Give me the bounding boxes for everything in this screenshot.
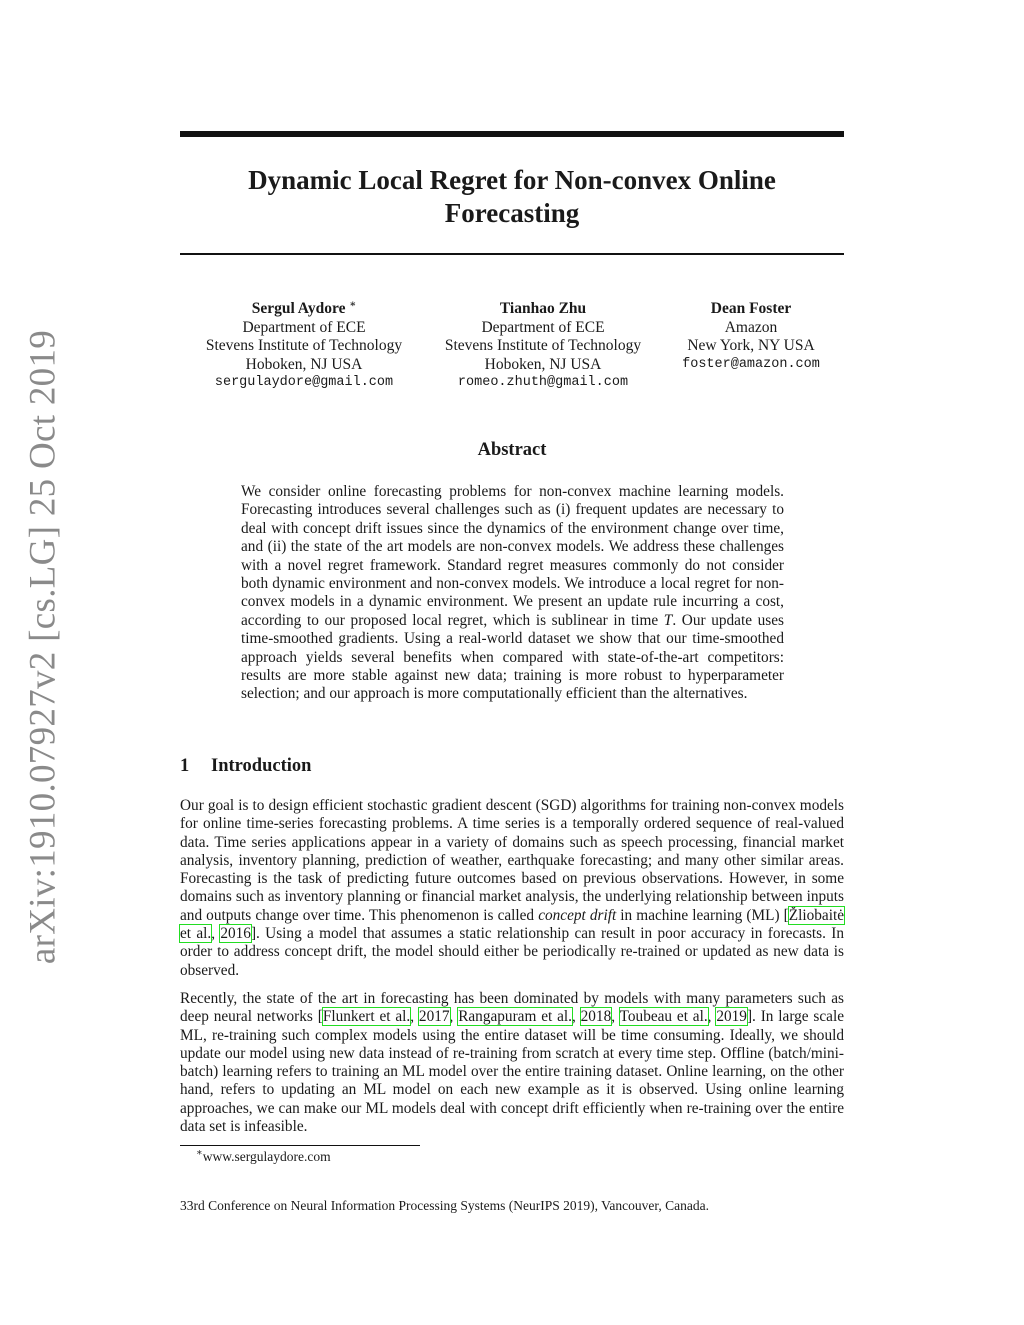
footnote <box>196 1149 331 1165</box>
abstract-heading: Abstract <box>477 440 547 460</box>
paragraph-text: in machine learning (ML) [ <box>616 906 789 924</box>
paragraph-text: ]. Using a model that assumes a static relationship can result in poor accuracy in forecasts. In order to address concept drift, the model should either be periodically re-trained or updated as new data is observed. <box>180 925 844 979</box>
citation-separator: , <box>211 925 221 943</box>
title-bottom-rule <box>180 253 844 255</box>
author-affiliation: Amazon <box>724 318 778 336</box>
author-affiliation: Department of ECE <box>481 318 605 336</box>
citation-separator: , <box>410 1008 419 1026</box>
section-heading <box>180 756 311 777</box>
citation-link[interactable]: Žliobaitė et al. <box>180 906 844 943</box>
paragraph-text: Recently, the state of the art in forecasting has been dominated by models with many parameters such as deep neural networks [ <box>180 990 844 1026</box>
author-block-3 <box>666 300 836 374</box>
section-number: 1 <box>180 756 190 776</box>
abstract-body <box>241 483 784 704</box>
author-institution: Stevens Institute of Technology <box>205 337 403 354</box>
title-line-1: Dynamic Local Regret for Non-convex Online <box>248 165 776 195</box>
abstract-text: We consider online forecasting problems for non-convex machine learning models. Forecasting introduces several challenges such as (i) frequent updates are necessary to deal with concept drift issues since the dynamics of the environment change over time, and (ii) the state of the art models are non-convex models. We address these challenges with a novel regret framework. Standard regret measures commonly do not consider both dynamic environment and non-convex models. We introduce a local regret for non-convex models in a dynamic environment. We present an update rule incurring a cost, according to our proposed local regret, which is sublinear in time <box>241 483 784 629</box>
author-name: Dean Foster <box>710 300 792 317</box>
emphasis-term: concept drift <box>538 906 617 924</box>
footnote-mark: ∗ <box>196 1147 203 1159</box>
author-institution: Stevens Institute of Technology <box>444 337 642 354</box>
author-name: Sergul Aydore <box>251 300 346 317</box>
author-name: Tianhao Zhu <box>499 300 587 317</box>
citation-link[interactable]: Rangapuram et al. <box>458 1008 572 1026</box>
citation-link[interactable]: Toubeau et al. <box>619 1008 708 1026</box>
intro-paragraph-2 <box>180 990 844 1136</box>
citation-link[interactable]: 2019 <box>716 1008 747 1026</box>
citation-separator: , <box>449 1008 459 1026</box>
author-email[interactable]: romeo.zhuth@gmail.com <box>457 375 629 390</box>
author-location: New York, NY USA <box>687 337 815 354</box>
footnote-rule <box>180 1145 420 1146</box>
citation-separator: , <box>707 1008 717 1026</box>
citation-link[interactable]: Flunkert et al. <box>322 1008 411 1026</box>
author-affiliation: Department of ECE <box>242 318 366 336</box>
citation-link[interactable]: 2016 <box>220 925 251 943</box>
conference-note: 33rd Conference on Neural Information Processing Systems (NeurIPS 2019), Vancouver, Canada. <box>180 1198 709 1213</box>
citation-separator: , <box>611 1008 620 1026</box>
footnote-text[interactable]: www.sergulaydore.com <box>202 1149 331 1164</box>
footnote-mark: ∗ <box>349 298 357 310</box>
intro-paragraph-1 <box>180 797 844 980</box>
author-email[interactable]: foster@amazon.com <box>682 356 820 372</box>
author-block-1 <box>194 300 414 393</box>
citation-link[interactable]: 2018 <box>580 1008 612 1026</box>
title-top-rule <box>180 131 844 137</box>
author-block-2 <box>433 300 653 393</box>
author-location: Hoboken, NJ USA <box>245 355 363 373</box>
citation-link[interactable]: 2017 <box>418 1008 450 1026</box>
title-line-2: Forecasting <box>444 198 580 228</box>
author-email[interactable]: sergulaydore@gmail.com <box>214 375 394 390</box>
section-title: Introduction <box>211 756 312 776</box>
paragraph-text: Our goal is to design efficient stochastic gradient descent (SGD) algorithms for training non-convex models for online time-series forecasting problems. A time series is a temporally ordered sequence of real-valued data. Time series applications appear in a variety of domains such as speech processing, financial market analysis, inventory planning, prediction of weather, earthquake forecasting; and many other similar areas. Forecasting is the task of predicting future outcomes based on previous observations. However, in some domains such as inventory planning or financial market analysis, the underlying relationship between inputs and outputs change over time. This phenomenon is called <box>180 797 844 924</box>
citation-separator: , <box>571 1008 581 1026</box>
abstract-text: . Our update uses time-smoothed gradients. Using a real-world dataset we show that our time-smoothed approach yields several benefits when compared with state-of-the-art competitors: results are more stable against new data; training is more robust to hyperparameter selection; and our approach is more computationally efficient than the alternatives. <box>241 611 784 703</box>
arxiv-stamp: arXiv:1910.07927v2 [cs.LG] 25 Oct 2019 <box>22 329 64 965</box>
math-var-t: T <box>663 611 673 629</box>
paper-title <box>180 164 844 230</box>
paragraph-text: ]. In large scale ML, re-training such complex models using the entire dataset will be time consuming. Ideally, we should update our model using new data instead of re-training from scratch at every time step. Offline (batch/mini-batch) learning refers to training an ML model over the entire training dataset. Online learning, on the other hand, refers to updating an ML model on each new example as it is observed. Using online learning approaches, we can make our ML models deal with concept drift efficiently when re-training over the entire data set is infeasible. <box>180 1008 845 1136</box>
author-location: Hoboken, NJ USA <box>484 355 602 373</box>
